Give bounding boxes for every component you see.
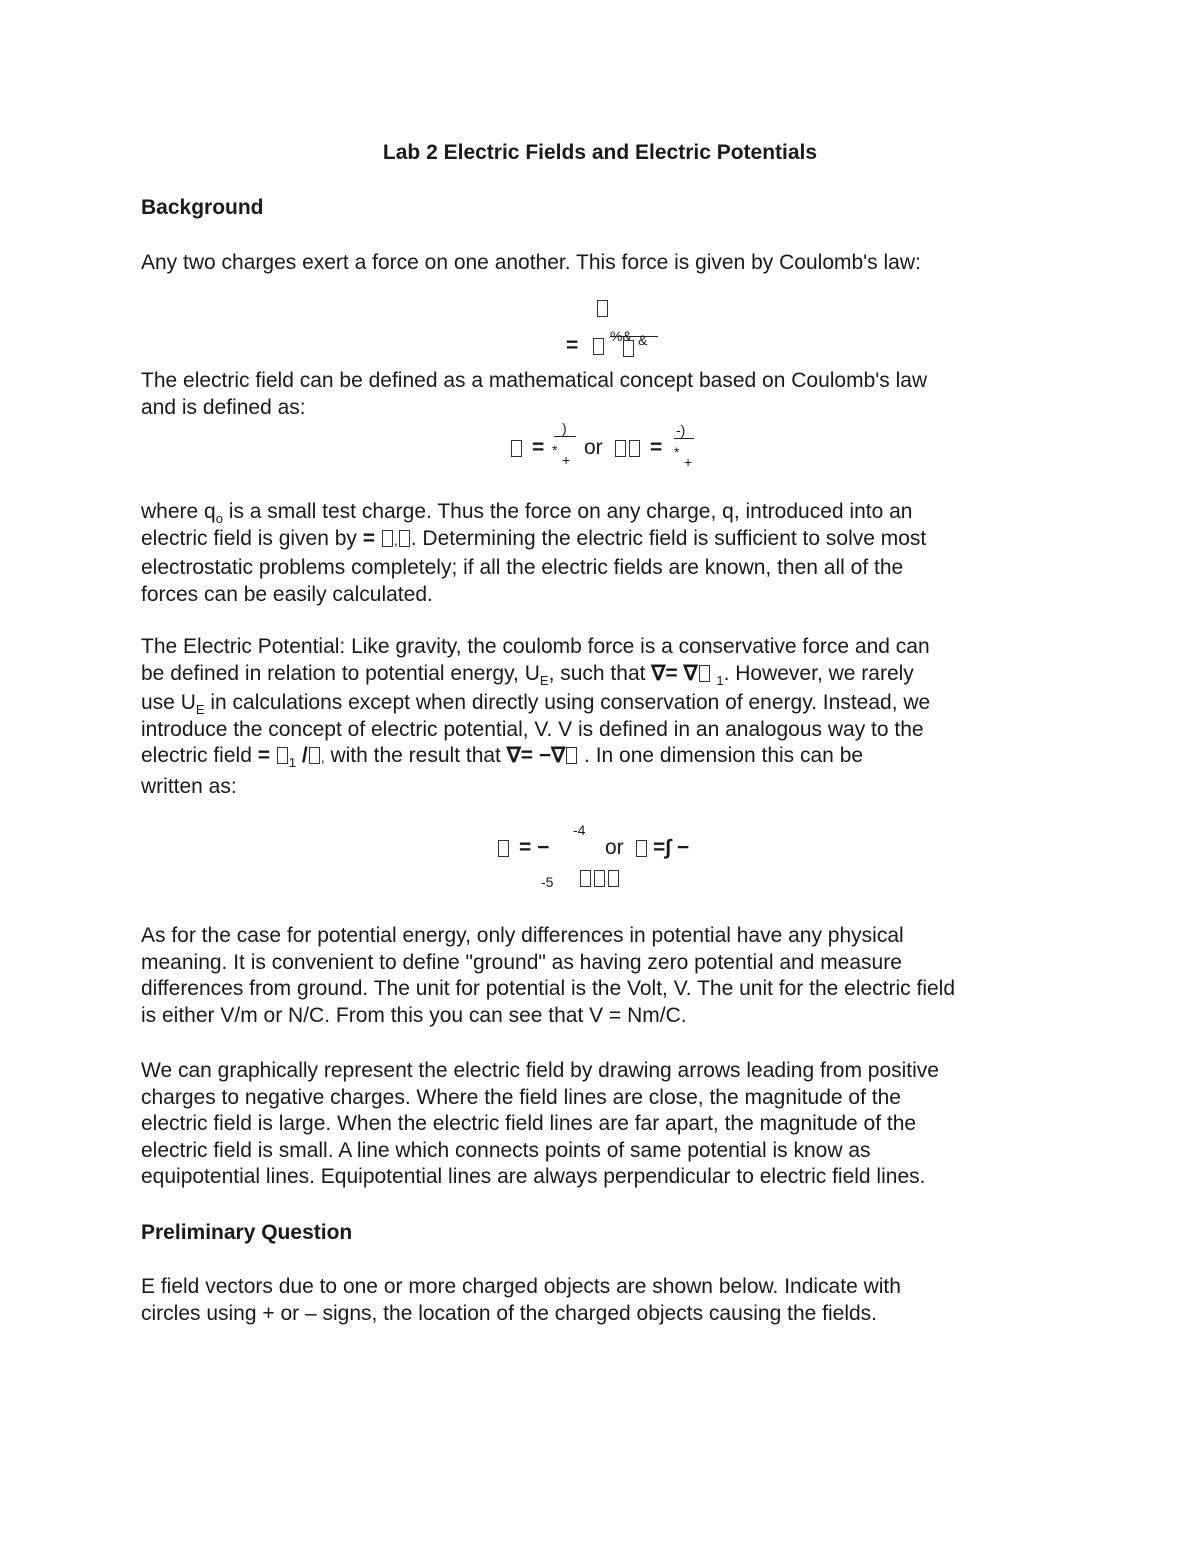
text-line: We can graphically represent the electric field by drawing arrows leading from positive [141,1059,939,1082]
or-word: or [605,836,624,859]
missing-glyph [597,300,608,317]
paragraph-test-charge [141,499,1071,608]
paragraph-field-lines [141,1058,1071,1191]
eq-sign: = [532,436,545,459]
section-heading-preliminary: Preliminary Question [141,1221,353,1244]
fraction-bottom: * [674,444,680,460]
integral-expression: =∫ − [653,836,690,859]
paragraph-field-definition [141,368,1071,421]
fraction-top: -4 [573,822,586,838]
text-line: equipotential lines. Equipotential lines are always perpendicular to electric field lines. [141,1165,926,1189]
eq-sign: = [566,334,579,357]
missing-glyph [580,870,591,887]
section-heading-background: Background [141,196,264,219]
missing-glyph [623,340,634,357]
paragraph-electric-potential [141,634,1071,801]
text-line: use $U_E$ in calculations except when directly using conservation of energy. Instead, we [141,691,931,718]
paragraph-ground [141,923,1071,1029]
eq-sign: = − [519,836,550,859]
fraction-bottom: * [552,442,558,458]
text-line: where $q_o$ is a small test charge. Thus the force on any charge, q, introduced into an [141,500,913,527]
fraction-subscript: + [562,452,571,468]
fraction-bar [674,438,694,439]
missing-glyph [608,870,619,887]
text-line: circles using + or – signs, the location of the charged objects causing the fields. [141,1301,878,1325]
fraction-top: %& [610,328,632,344]
missing-glyph [593,338,604,355]
text-line: The electric field can be defined as a mathematical concept based on Coulomb's law [141,369,928,392]
paragraph-coulomb-intro [141,250,1071,277]
missing-glyph [498,840,509,857]
text-line: be defined in relation to potential energy, $U_E$, such that ∇= ∇ $_1$. However, we rarely [141,661,914,688]
text-line: E field vectors due to one or more charged objects are shown below. Indicate with [141,1275,901,1298]
text-line: electrostatic problems completely; if all the electric fields are known, then all of the [141,556,904,580]
fraction-bottom: -5 [541,874,554,890]
text-line: electric field = $_1$ / , with the result that ∇= −∇ . In one dimension this can be [141,744,864,771]
text-line: forces can be easily calculated. [141,582,433,606]
text-line: As for the case for potential energy, only differences in potential have any physical [141,924,904,947]
text-line: is either V/m or N/C. From this you can see that V = Nm/C. [141,1003,687,1027]
eq-sign: = [650,436,663,459]
or-word: or [584,436,603,459]
text-line: charges to negative charges. Where the field lines are close, the magnitude of the [141,1085,901,1109]
fraction-bar [554,436,576,437]
missing-glyph [636,840,647,857]
text-line: electric field is small. A line which connects points of same potential is know as [141,1138,871,1162]
text-line: differences from ground. The unit for potential is the Volt, V. The unit for the electric field [141,977,956,1001]
fraction-bar [610,336,658,337]
fraction-top: ) [562,420,567,436]
text-line: electric field is large. When the electric field lines are far apart, the magnitude of the [141,1112,917,1136]
text-line: written as: [141,774,237,798]
missing-glyph [615,440,626,457]
page-title: Lab 2 Electric Fields and Electric Potentials [382,141,818,164]
fraction-bottom: & [638,332,648,348]
missing-glyph [594,870,605,887]
text-line: Any two charges exert a force on one another. This force is given by Coulomb's law: [141,251,921,274]
text-line: introduce the concept of electric potential, V. V is defined in an analogous way to the [141,717,924,741]
text-line: electric field is given by = , . Determining the electric field is sufficient to solve most [141,526,927,550]
fraction-subscript: + [684,454,693,470]
text-line: The Electric Potential: Like gravity, the coulomb force is a conservative force and can [141,635,930,658]
fraction-top: -) [676,422,686,438]
paragraph-preliminary-question [141,1274,1071,1327]
text-line: and is defined as: [141,395,306,419]
text-line: meaning. It is convenient to define "ground" as having zero potential and measure [141,950,902,974]
missing-glyph [629,440,640,457]
missing-glyph [511,440,522,457]
